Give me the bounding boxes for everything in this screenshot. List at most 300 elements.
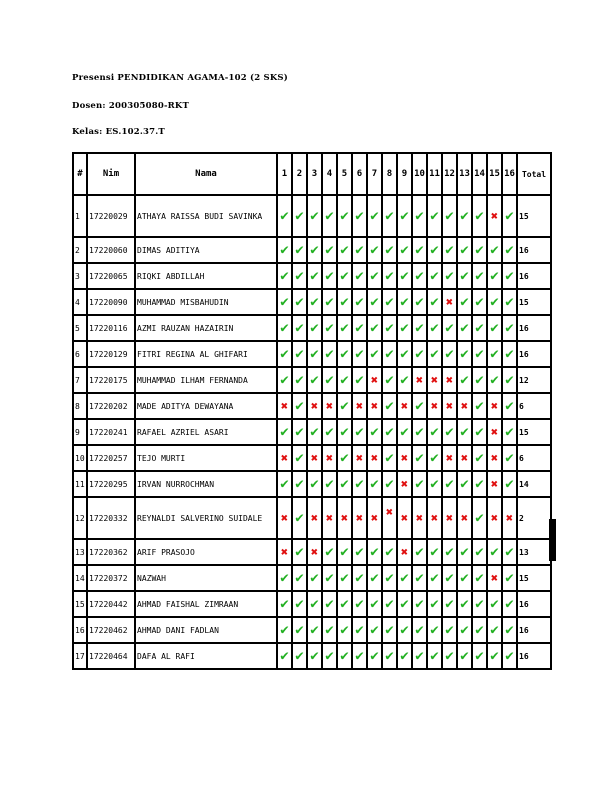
attendance-cell (382, 195, 397, 237)
cross-icon: ✖ (400, 450, 409, 465)
check-icon: ✔ (295, 345, 304, 362)
check-icon: ✔ (385, 543, 394, 560)
check-icon: ✔ (340, 647, 349, 664)
student-nim: 17220029 (87, 195, 135, 237)
attendance-cell (367, 237, 382, 263)
check-icon: ✔ (415, 423, 424, 440)
check-icon: ✔ (430, 423, 439, 440)
attendance-cell (412, 367, 427, 393)
attendance-cell (382, 445, 397, 471)
attendance-cell (292, 315, 307, 341)
check-icon: ✔ (340, 569, 349, 586)
table-row (73, 643, 551, 669)
row-number: 13 (73, 539, 87, 565)
attendance-cell (442, 591, 457, 617)
check-icon: ✔ (505, 207, 514, 224)
attendance-cell (427, 497, 442, 539)
student-nim: 17220295 (87, 471, 135, 497)
attendance-cell (487, 263, 502, 289)
attendance-cell (367, 591, 382, 617)
cross-icon: ✖ (400, 398, 409, 413)
attendance-cell (382, 341, 397, 367)
attendance-cell (397, 393, 412, 419)
attendance-cell (382, 237, 397, 263)
attendance-cell (292, 643, 307, 669)
check-icon: ✔ (430, 449, 439, 466)
attendance-cell (487, 539, 502, 565)
row-number: 4 (73, 289, 87, 315)
attendance-cell (442, 617, 457, 643)
check-icon: ✔ (400, 595, 409, 612)
attendance-cell (337, 263, 352, 289)
attendance-cell (307, 315, 322, 341)
attendance-cell (397, 497, 412, 539)
student-nim: 17220332 (87, 497, 135, 539)
attendance-cell (397, 367, 412, 393)
attendance-cell (382, 367, 397, 393)
attendance-cell (367, 341, 382, 367)
check-icon: ✔ (505, 569, 514, 586)
attendance-cell (367, 263, 382, 289)
attendance-cell (487, 565, 502, 591)
attendance-cell (397, 237, 412, 263)
attendance-cell (472, 591, 487, 617)
col-meeting-6-header: 6 (352, 153, 367, 195)
check-icon: ✔ (415, 345, 424, 362)
check-icon: ✔ (385, 241, 394, 258)
table-row (73, 419, 551, 445)
row-number: 10 (73, 445, 87, 471)
check-icon: ✔ (460, 423, 469, 440)
check-icon: ✔ (310, 207, 319, 224)
attendance-cell (412, 471, 427, 497)
attendance-cell (412, 445, 427, 471)
attendance-cell (427, 289, 442, 315)
check-icon: ✔ (475, 509, 484, 526)
cross-icon: ✖ (445, 510, 454, 525)
check-icon: ✔ (370, 267, 379, 284)
attendance-cell (442, 471, 457, 497)
check-icon: ✔ (505, 621, 514, 638)
check-icon: ✔ (295, 621, 304, 638)
attendance-cell (307, 565, 322, 591)
attendance-cell (382, 617, 397, 643)
col-meeting-11-header: 11 (427, 153, 442, 195)
table-row (73, 341, 551, 367)
attendance-total: 16 (517, 617, 551, 643)
attendance-cell (277, 445, 292, 471)
attendance-cell (337, 565, 352, 591)
student-name: AHMAD DANI FADLAN (135, 617, 277, 643)
cross-icon: ✖ (445, 450, 454, 465)
attendance-cell (307, 195, 322, 237)
check-icon: ✔ (445, 647, 454, 664)
attendance-cell (427, 591, 442, 617)
check-icon: ✔ (280, 647, 289, 664)
attendance-cell (322, 565, 337, 591)
check-icon: ✔ (310, 371, 319, 388)
check-icon: ✔ (445, 241, 454, 258)
attendance-cell (352, 237, 367, 263)
check-icon: ✔ (370, 543, 379, 560)
attendance-cell (352, 263, 367, 289)
check-icon: ✔ (490, 595, 499, 612)
check-icon: ✔ (340, 397, 349, 414)
row-number: 2 (73, 237, 87, 263)
attendance-cell (337, 617, 352, 643)
row-number: 9 (73, 419, 87, 445)
attendance-cell (352, 393, 367, 419)
attendance-cell (367, 195, 382, 237)
attendance-cell (487, 497, 502, 539)
attendance-cell (442, 445, 457, 471)
attendance-cell (397, 591, 412, 617)
lecturer-label: Dosen: 200305080-RKT (72, 101, 190, 111)
attendance-cell (367, 289, 382, 315)
check-icon: ✔ (310, 241, 319, 258)
attendance-cell (337, 289, 352, 315)
attendance-total: 16 (517, 263, 551, 289)
check-icon: ✔ (490, 267, 499, 284)
attendance-cell (412, 419, 427, 445)
check-icon: ✔ (430, 207, 439, 224)
cross-icon: ✖ (430, 398, 439, 413)
attendance-total: 12 (517, 367, 551, 393)
attendance-total: 2 (517, 497, 551, 539)
col-meeting-15-header: 15 (487, 153, 502, 195)
cross-icon: ✖ (430, 510, 439, 525)
check-icon: ✔ (280, 267, 289, 284)
attendance-cell (382, 539, 397, 565)
row-number: 17 (73, 643, 87, 669)
attendance-cell (307, 591, 322, 617)
attendance-cell (382, 289, 397, 315)
check-icon: ✔ (295, 371, 304, 388)
attendance-cell (487, 393, 502, 419)
student-nim: 17220362 (87, 539, 135, 565)
check-icon: ✔ (280, 345, 289, 362)
check-icon: ✔ (325, 319, 334, 336)
check-icon: ✔ (355, 241, 364, 258)
check-icon: ✔ (475, 319, 484, 336)
cross-icon: ✖ (445, 294, 454, 309)
attendance-cell (277, 471, 292, 497)
attendance-cell (397, 539, 412, 565)
attendance-cell (457, 539, 472, 565)
attendance-cell (412, 539, 427, 565)
attendance-cell (427, 419, 442, 445)
check-icon: ✔ (355, 319, 364, 336)
attendance-cell (412, 643, 427, 669)
attendance-cell (382, 471, 397, 497)
attendance-cell (427, 643, 442, 669)
attendance-cell (487, 419, 502, 445)
check-icon: ✔ (490, 241, 499, 258)
attendance-cell (442, 393, 457, 419)
attendance-cell (322, 617, 337, 643)
attendance-cell (292, 497, 307, 539)
check-icon: ✔ (310, 569, 319, 586)
attendance-total: 16 (517, 643, 551, 669)
check-icon: ✔ (430, 475, 439, 492)
attendance-cell (367, 393, 382, 419)
attendance-cell (457, 445, 472, 471)
student-nim: 17220462 (87, 617, 135, 643)
attendance-cell (322, 539, 337, 565)
check-icon: ✔ (325, 293, 334, 310)
check-icon: ✔ (415, 647, 424, 664)
check-icon: ✔ (505, 423, 514, 440)
attendance-cell (307, 289, 322, 315)
check-icon: ✔ (415, 595, 424, 612)
check-icon: ✔ (325, 267, 334, 284)
attendance-cell (382, 497, 397, 539)
attendance-total: 14 (517, 471, 551, 497)
check-icon: ✔ (385, 595, 394, 612)
attendance-cell (442, 419, 457, 445)
attendance-cell (292, 617, 307, 643)
cross-icon: ✖ (415, 510, 424, 525)
student-name: REYNALDI SALVERINO SUIDALE (135, 497, 277, 539)
attendance-cell (307, 341, 322, 367)
attendance-cell (502, 471, 517, 497)
attendance-cell (277, 237, 292, 263)
attendance-cell (442, 341, 457, 367)
check-icon: ✔ (415, 241, 424, 258)
attendance-cell (487, 471, 502, 497)
check-icon: ✔ (430, 319, 439, 336)
cross-icon: ✖ (355, 510, 364, 525)
attendance-cell (457, 263, 472, 289)
attendance-cell (487, 195, 502, 237)
attendance-cell (382, 643, 397, 669)
attendance-cell (487, 315, 502, 341)
check-icon: ✔ (460, 621, 469, 638)
attendance-cell (292, 195, 307, 237)
attendance-cell (502, 419, 517, 445)
check-icon: ✔ (430, 267, 439, 284)
check-icon: ✔ (445, 475, 454, 492)
attendance-total: 16 (517, 591, 551, 617)
check-icon: ✔ (460, 267, 469, 284)
attendance-cell (382, 263, 397, 289)
attendance-cell (277, 539, 292, 565)
student-name: MADE ADITYA DEWAYANA (135, 393, 277, 419)
check-icon: ✔ (370, 569, 379, 586)
row-number: 5 (73, 315, 87, 341)
cross-icon: ✖ (460, 398, 469, 413)
attendance-cell (487, 591, 502, 617)
attendance-cell (457, 315, 472, 341)
cross-icon: ✖ (385, 504, 394, 519)
attendance-cell (412, 237, 427, 263)
col-nim-header: Nim (87, 153, 135, 195)
check-icon: ✔ (325, 543, 334, 560)
check-icon: ✔ (430, 621, 439, 638)
attendance-cell (472, 315, 487, 341)
check-icon: ✔ (400, 371, 409, 388)
check-icon: ✔ (400, 621, 409, 638)
table-row (73, 445, 551, 471)
student-nim: 17220202 (87, 393, 135, 419)
check-icon: ✔ (295, 509, 304, 526)
check-icon: ✔ (325, 345, 334, 362)
check-icon: ✔ (325, 241, 334, 258)
check-icon: ✔ (475, 595, 484, 612)
check-icon: ✔ (445, 345, 454, 362)
attendance-cell (442, 237, 457, 263)
attendance-cell (367, 497, 382, 539)
attendance-cell (457, 367, 472, 393)
attendance-cell (307, 617, 322, 643)
check-icon: ✔ (355, 647, 364, 664)
attendance-cell (427, 471, 442, 497)
attendance-cell (472, 445, 487, 471)
attendance-cell (337, 539, 352, 565)
check-icon: ✔ (370, 293, 379, 310)
attendance-cell (502, 445, 517, 471)
student-nim: 17220372 (87, 565, 135, 591)
check-icon: ✔ (490, 319, 499, 336)
check-icon: ✔ (295, 397, 304, 414)
check-icon: ✔ (475, 397, 484, 414)
attendance-cell (442, 195, 457, 237)
attendance-cell (277, 497, 292, 539)
cross-icon: ✖ (400, 510, 409, 525)
attendance-cell (502, 289, 517, 315)
attendance-cell (457, 341, 472, 367)
check-icon: ✔ (385, 293, 394, 310)
student-nim: 17220257 (87, 445, 135, 471)
row-number: 14 (73, 565, 87, 591)
check-icon: ✔ (490, 621, 499, 638)
attendance-cell (307, 237, 322, 263)
attendance-cell (397, 471, 412, 497)
attendance-cell (457, 289, 472, 315)
attendance-cell (397, 195, 412, 237)
check-icon: ✔ (445, 207, 454, 224)
attendance-cell (322, 367, 337, 393)
attendance-cell (277, 565, 292, 591)
check-icon: ✔ (340, 475, 349, 492)
attendance-cell (442, 539, 457, 565)
attendance-cell (412, 195, 427, 237)
cross-icon: ✖ (310, 398, 319, 413)
check-icon: ✔ (295, 449, 304, 466)
check-icon: ✔ (310, 345, 319, 362)
attendance-cell (337, 643, 352, 669)
attendance-cell (367, 315, 382, 341)
cross-icon: ✖ (460, 510, 469, 525)
check-icon: ✔ (385, 621, 394, 638)
col-meeting-3-header: 3 (307, 153, 322, 195)
check-icon: ✔ (475, 207, 484, 224)
student-name: MUHAMMAD ILHAM FERNANDA (135, 367, 277, 393)
attendance-cell (412, 341, 427, 367)
attendance-cell (472, 237, 487, 263)
check-icon: ✔ (460, 543, 469, 560)
attendance-cell (457, 237, 472, 263)
check-icon: ✔ (385, 207, 394, 224)
attendance-cell (442, 643, 457, 669)
attendance-cell (412, 263, 427, 289)
attendance-cell (352, 617, 367, 643)
attendance-cell (367, 367, 382, 393)
attendance-cell (472, 289, 487, 315)
check-icon: ✔ (475, 569, 484, 586)
attendance-cell (427, 263, 442, 289)
attendance-cell (472, 617, 487, 643)
col-meeting-5-header: 5 (337, 153, 352, 195)
check-icon: ✔ (505, 241, 514, 258)
attendance-cell (367, 617, 382, 643)
attendance-cell (277, 643, 292, 669)
check-icon: ✔ (355, 207, 364, 224)
cross-icon: ✖ (370, 450, 379, 465)
attendance-cell (502, 341, 517, 367)
attendance-cell (427, 367, 442, 393)
attendance-cell (352, 367, 367, 393)
check-icon: ✔ (445, 319, 454, 336)
student-nim: 17220464 (87, 643, 135, 669)
check-icon: ✔ (280, 423, 289, 440)
cross-icon: ✖ (490, 570, 499, 585)
attendance-cell (277, 195, 292, 237)
check-icon: ✔ (340, 345, 349, 362)
attendance-cell (397, 419, 412, 445)
check-icon: ✔ (490, 293, 499, 310)
attendance-cell (322, 419, 337, 445)
check-icon: ✔ (460, 345, 469, 362)
check-icon: ✔ (415, 319, 424, 336)
student-nim: 17220060 (87, 237, 135, 263)
attendance-cell (337, 591, 352, 617)
col-meeting-10-header: 10 (412, 153, 427, 195)
attendance-cell (292, 419, 307, 445)
attendance-cell (382, 591, 397, 617)
attendance-cell (337, 195, 352, 237)
check-icon: ✔ (505, 397, 514, 414)
check-icon: ✔ (370, 647, 379, 664)
cross-icon: ✖ (490, 510, 499, 525)
check-icon: ✔ (370, 595, 379, 612)
col-meeting-12-header: 12 (442, 153, 457, 195)
check-icon: ✔ (340, 207, 349, 224)
check-icon: ✔ (490, 647, 499, 664)
check-icon: ✔ (295, 241, 304, 258)
attendance-cell (322, 445, 337, 471)
attendance-cell (397, 289, 412, 315)
scroll-marker (549, 519, 556, 561)
cross-icon: ✖ (430, 372, 439, 387)
check-icon: ✔ (355, 475, 364, 492)
student-nim: 17220442 (87, 591, 135, 617)
check-icon: ✔ (400, 267, 409, 284)
attendance-cell (427, 393, 442, 419)
attendance-cell (277, 315, 292, 341)
check-icon: ✔ (340, 423, 349, 440)
student-name: DAFA AL RAFI (135, 643, 277, 669)
attendance-cell (472, 341, 487, 367)
student-nim: 17220129 (87, 341, 135, 367)
attendance-cell (292, 565, 307, 591)
check-icon: ✔ (325, 647, 334, 664)
attendance-cell (397, 565, 412, 591)
student-nim: 17220116 (87, 315, 135, 341)
check-icon: ✔ (490, 371, 499, 388)
col-total-header: Total (517, 153, 551, 195)
attendance-cell (382, 315, 397, 341)
